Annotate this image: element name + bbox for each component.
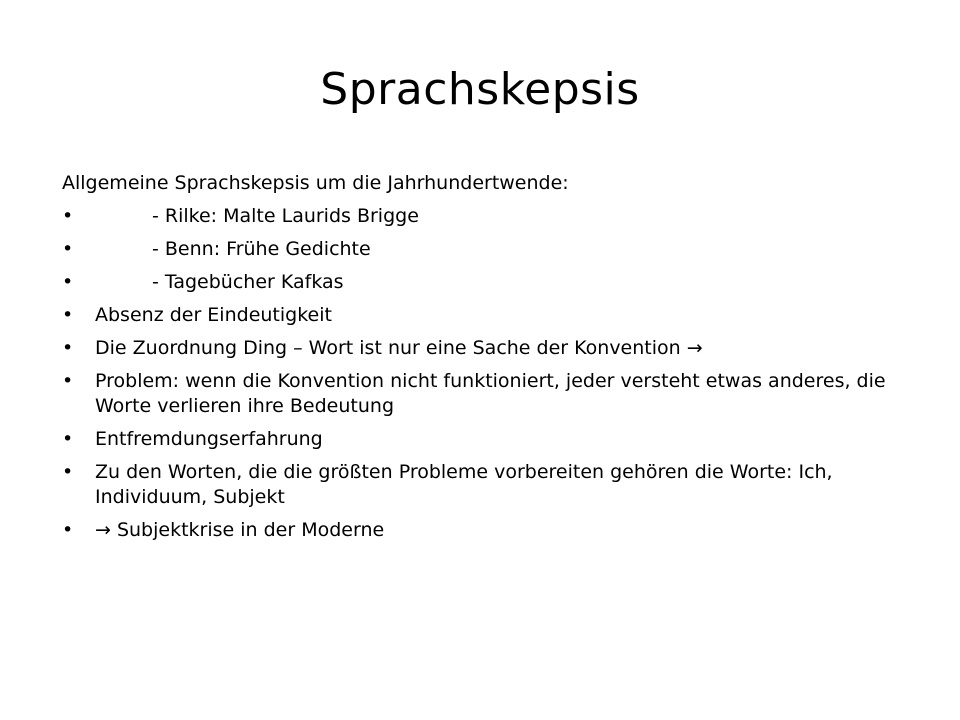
bullet-icon: •	[62, 519, 74, 541]
bullet-icon: •	[62, 238, 74, 260]
list-item	[62, 204, 902, 229]
list-item-text: - Rilke: Malte Laurids Brigge	[152, 205, 419, 227]
list-item-text: - Tagebücher Kafkas	[152, 271, 344, 293]
list-item	[62, 237, 902, 262]
bullet-icon: •	[62, 428, 74, 450]
bullet-icon: •	[62, 370, 74, 392]
list-item-text: Entfremdungserfahrung	[95, 428, 323, 450]
intro-line: Allgemeine Sprachskepsis um die Jahrhundertwende:	[62, 172, 569, 194]
bullet-icon: •	[62, 304, 74, 326]
bullet-icon: •	[62, 337, 74, 359]
bullet-icon: •	[62, 205, 74, 227]
list-item-text: Zu den Worten, die die größten Probleme vorbereiten gehören die Worte: Ich, Individuum, Subjekt	[95, 461, 833, 508]
list-item	[62, 460, 902, 510]
list-item-text: → Subjektkrise in der Moderne	[95, 519, 385, 541]
list-item	[62, 369, 902, 419]
list-item-text: Problem: wenn die Konvention nicht funktioniert, jeder versteht etwas anderes, die Worte verlieren ihre Bedeutung	[95, 370, 886, 417]
bullet-list	[62, 204, 902, 543]
list-item	[62, 303, 902, 328]
list-item	[62, 427, 902, 452]
list-item	[62, 336, 902, 361]
slide-title: Sprachskepsis	[320, 64, 640, 115]
list-item-text: - Benn: Frühe Gedichte	[152, 238, 371, 260]
slide-content	[62, 171, 902, 551]
bullet-icon: •	[62, 271, 74, 293]
list-item	[62, 270, 902, 295]
list-item	[62, 518, 902, 543]
list-item-text: Die Zuordnung Ding – Wort ist nur eine Sache der Konvention →	[95, 337, 703, 359]
bullet-icon: •	[62, 461, 74, 483]
list-item-text: Absenz der Eindeutigkeit	[95, 304, 332, 326]
